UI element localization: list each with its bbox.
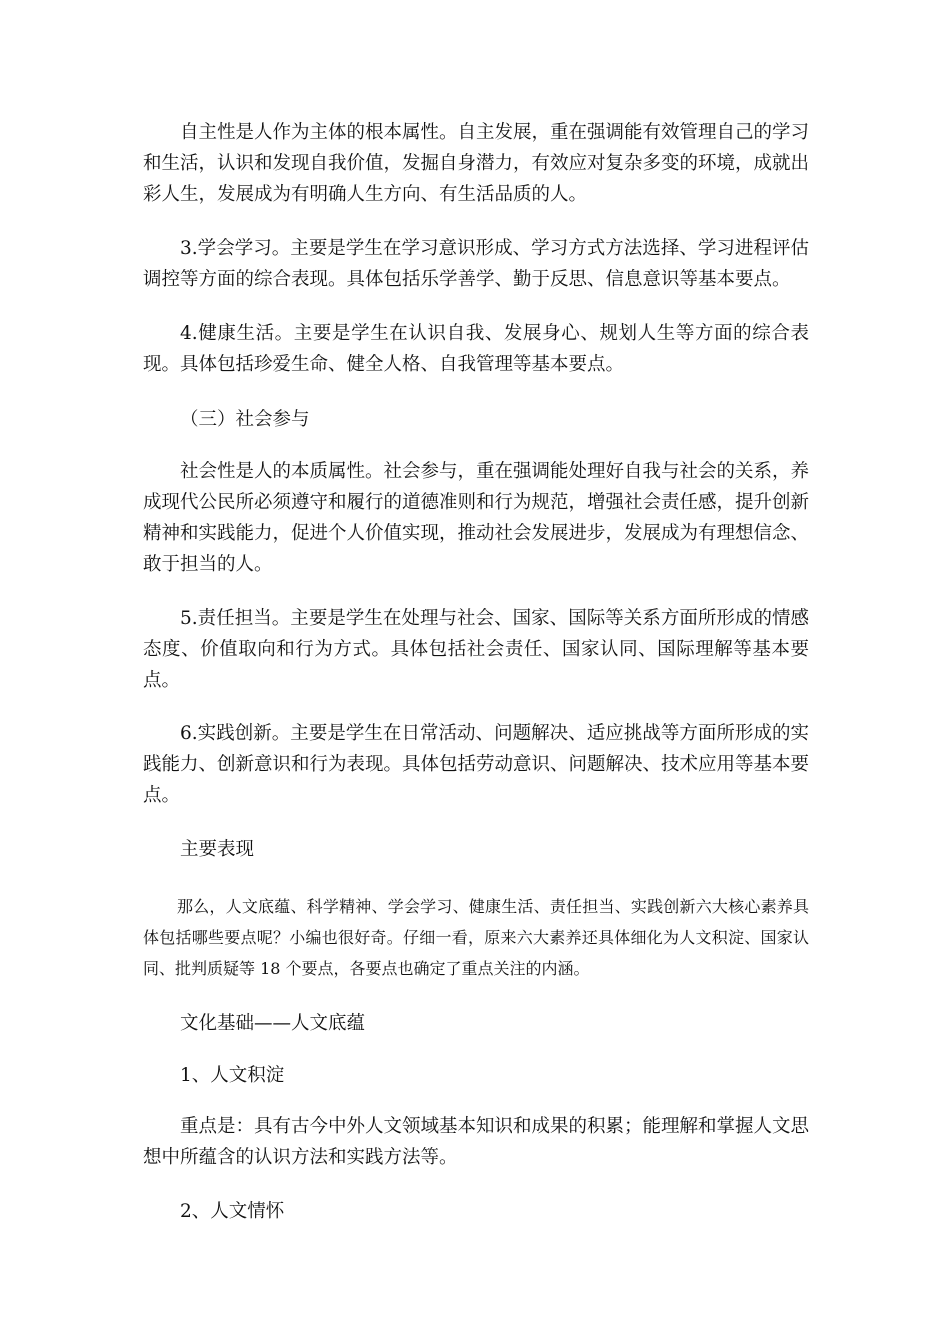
paragraph-18-points: 那么，人文底蕴、科学精神、学会学习、健康生活、责任担当、实践创新六大核心素养具体包括哪些要点呢？小编也很好奇。仔细一看，原来六大素养还具体细化为人文积淀、国家认同、批判质疑等 18 个要点，各要点也确定了重点关注的内涵。: [143, 897, 809, 978]
paragraph-sociality: 社会性是人的本质属性。社会参与，重在强调能处理好自我与社会的关系，养成现代公民所必须遵守和履行的道德准则和行为规范，增强社会责任感，提升创新精神和实践能力，促进个人价值实现，推动社会发展进步，发展成为有理想信念、敢于担当的人。: [143, 461, 810, 575]
paragraph-practice-innovation: 6.实践创新。主要是学生在日常活动、问题解决、适应挑战等方面所形成的实践能力、创新意识和行为表现。具体包括劳动意识、问题解决、技术应用等基本要点。: [143, 723, 810, 806]
paragraph-healthy-life: 4.健康生活。主要是学生在认识自我、发展身心、规划人生等方面的综合表现。具体包括珍爱生命、健全人格、自我管理等基本要点。: [143, 323, 809, 375]
heading-humanistic-sentiment: 2、人文情怀: [180, 1201, 285, 1222]
paragraph-key-points: 重点是：具有古今中外人文领域基本知识和成果的积累；能理解和掌握人文思想中所蕴含的认识方法和实践方法等。: [143, 1116, 810, 1168]
heading-cultural-foundation: 文化基础——人文底蕴: [180, 1013, 366, 1034]
paragraph-autonomy: 自主性是人作为主体的根本属性。自主发展，重在强调能有效管理自己的学习和生活，认识和发现自我价值，发掘自身潜力，有效应对复杂多变的环境，成就出彩人生，发展成为有明确人生方向、有生活品质的人。: [143, 122, 810, 205]
heading-humanities-accumulation: 1、人文积淀: [180, 1065, 285, 1086]
paragraph-learning: 3.学会学习。主要是学生在学习意识形成、学习方式方法选择、学习进程评估调控等方面的综合表现。具体包括乐学善学、勤于反思、信息意识等基本要点。: [143, 238, 809, 290]
section-heading-social-participation: （三）社会参与: [180, 409, 310, 430]
heading-main-performance: 主要表现: [180, 839, 255, 860]
paragraph-responsibility: 5.责任担当。主要是学生在处理与社会、国家、国际等关系方面所形成的情感态度、价值取向和行为方式。具体包括社会责任、国家认同、国际理解等基本要点。: [143, 608, 809, 691]
